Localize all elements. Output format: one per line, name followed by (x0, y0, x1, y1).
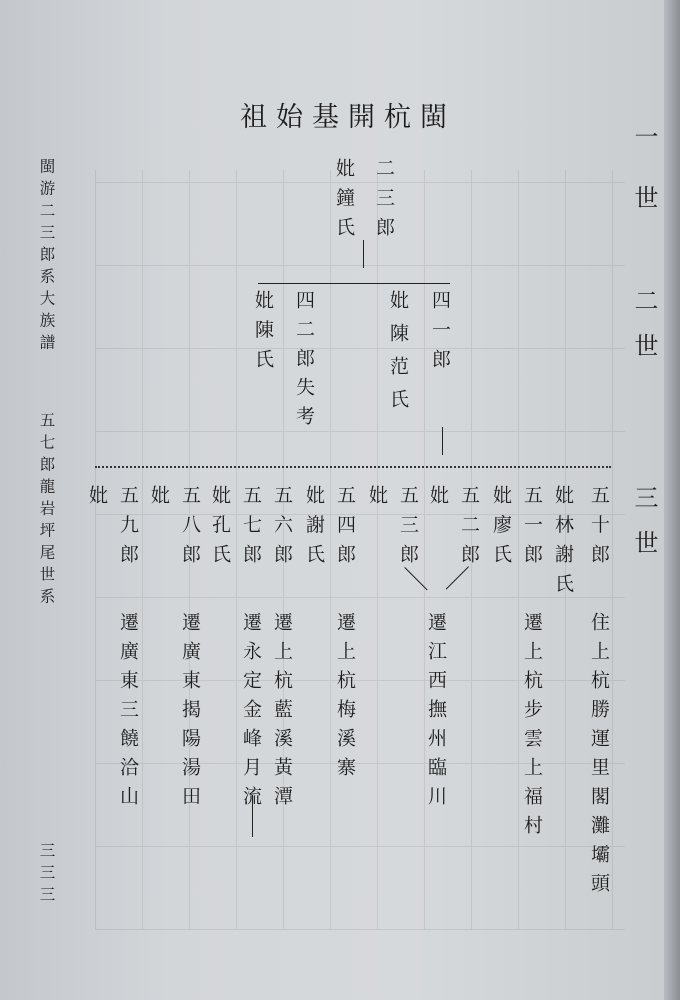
page-edge (664, 0, 680, 1000)
g3-connector (95, 466, 611, 468)
g3-spouse-5: 妣謝氏 (303, 485, 325, 574)
g3-name-3: 五二郎 (458, 485, 480, 574)
g3-7-line-down (252, 795, 253, 837)
g3-name-2: 五一郎 (521, 485, 543, 574)
g3-name-9: 五九郎 (117, 485, 139, 574)
g1-name: 二三郎 (373, 158, 395, 247)
g2-connector (258, 283, 450, 284)
g2-name-1: 四一郎 (429, 290, 451, 379)
generation-3-label: 三世 (630, 485, 658, 575)
page-title: 祖始基開杭閩 (240, 102, 456, 133)
g3-place-6: 遷永定金峰月流 (240, 612, 262, 815)
g3-spouse-4: 妣 (366, 485, 388, 515)
g3-place-5: 遷上杭藍溪黃潭 (271, 612, 293, 815)
g3-name-4: 五三郎 (397, 485, 419, 574)
bleed-through-texture (95, 170, 625, 930)
g2-spouse-2: 妣陳氏 (252, 290, 274, 379)
g3-spouse-9: 妣 (86, 485, 108, 515)
g1-spouse: 妣鐘氏 (333, 158, 355, 247)
section-title: 五七郎龍岩坪尾世系 (37, 412, 56, 610)
generation-2-label: 二世 (630, 288, 658, 378)
g3-spouse-3: 妣 (427, 485, 449, 515)
g3-name-7: 五七郎 (240, 485, 262, 574)
g3-place-4: 遷上杭梅溪寨 (334, 612, 356, 786)
g3-name-5: 五四郎 (334, 485, 356, 574)
g3-place-8: 遷廣東三饒洽山 (117, 612, 139, 815)
page-number: 三三三 (37, 842, 56, 908)
generation-1-label: 一世 (630, 124, 658, 246)
book-title: 閩游二三郎系大族譜 (37, 158, 56, 356)
g3-spouse-1: 妣林謝氏 (552, 485, 574, 603)
g2-name-2: 四二郎失考 (293, 290, 315, 435)
g3-spouse-2: 妣廖氏 (490, 485, 512, 574)
g2-line-down (442, 427, 443, 455)
g3-place-3: 遷江西撫州臨川 (425, 612, 447, 815)
g3-name-8: 五八郎 (179, 485, 201, 574)
g3-spouse-8: 妣 (148, 485, 170, 515)
g3-place-1: 住上杭勝運里閣灘壩頭 (588, 612, 610, 902)
g3-spouse-7: 妣孔氏 (209, 485, 231, 574)
g2-spouse-1: 妣陳范氏 (387, 290, 409, 422)
g3-name-6: 五六郎 (271, 485, 293, 574)
g3-place-7: 遷廣東揭陽湯田 (179, 612, 201, 815)
g3-place-2: 遷上杭步雲上福村 (521, 612, 543, 844)
g1-line-down (363, 240, 364, 268)
g3-name-1: 五十郎 (588, 485, 610, 574)
